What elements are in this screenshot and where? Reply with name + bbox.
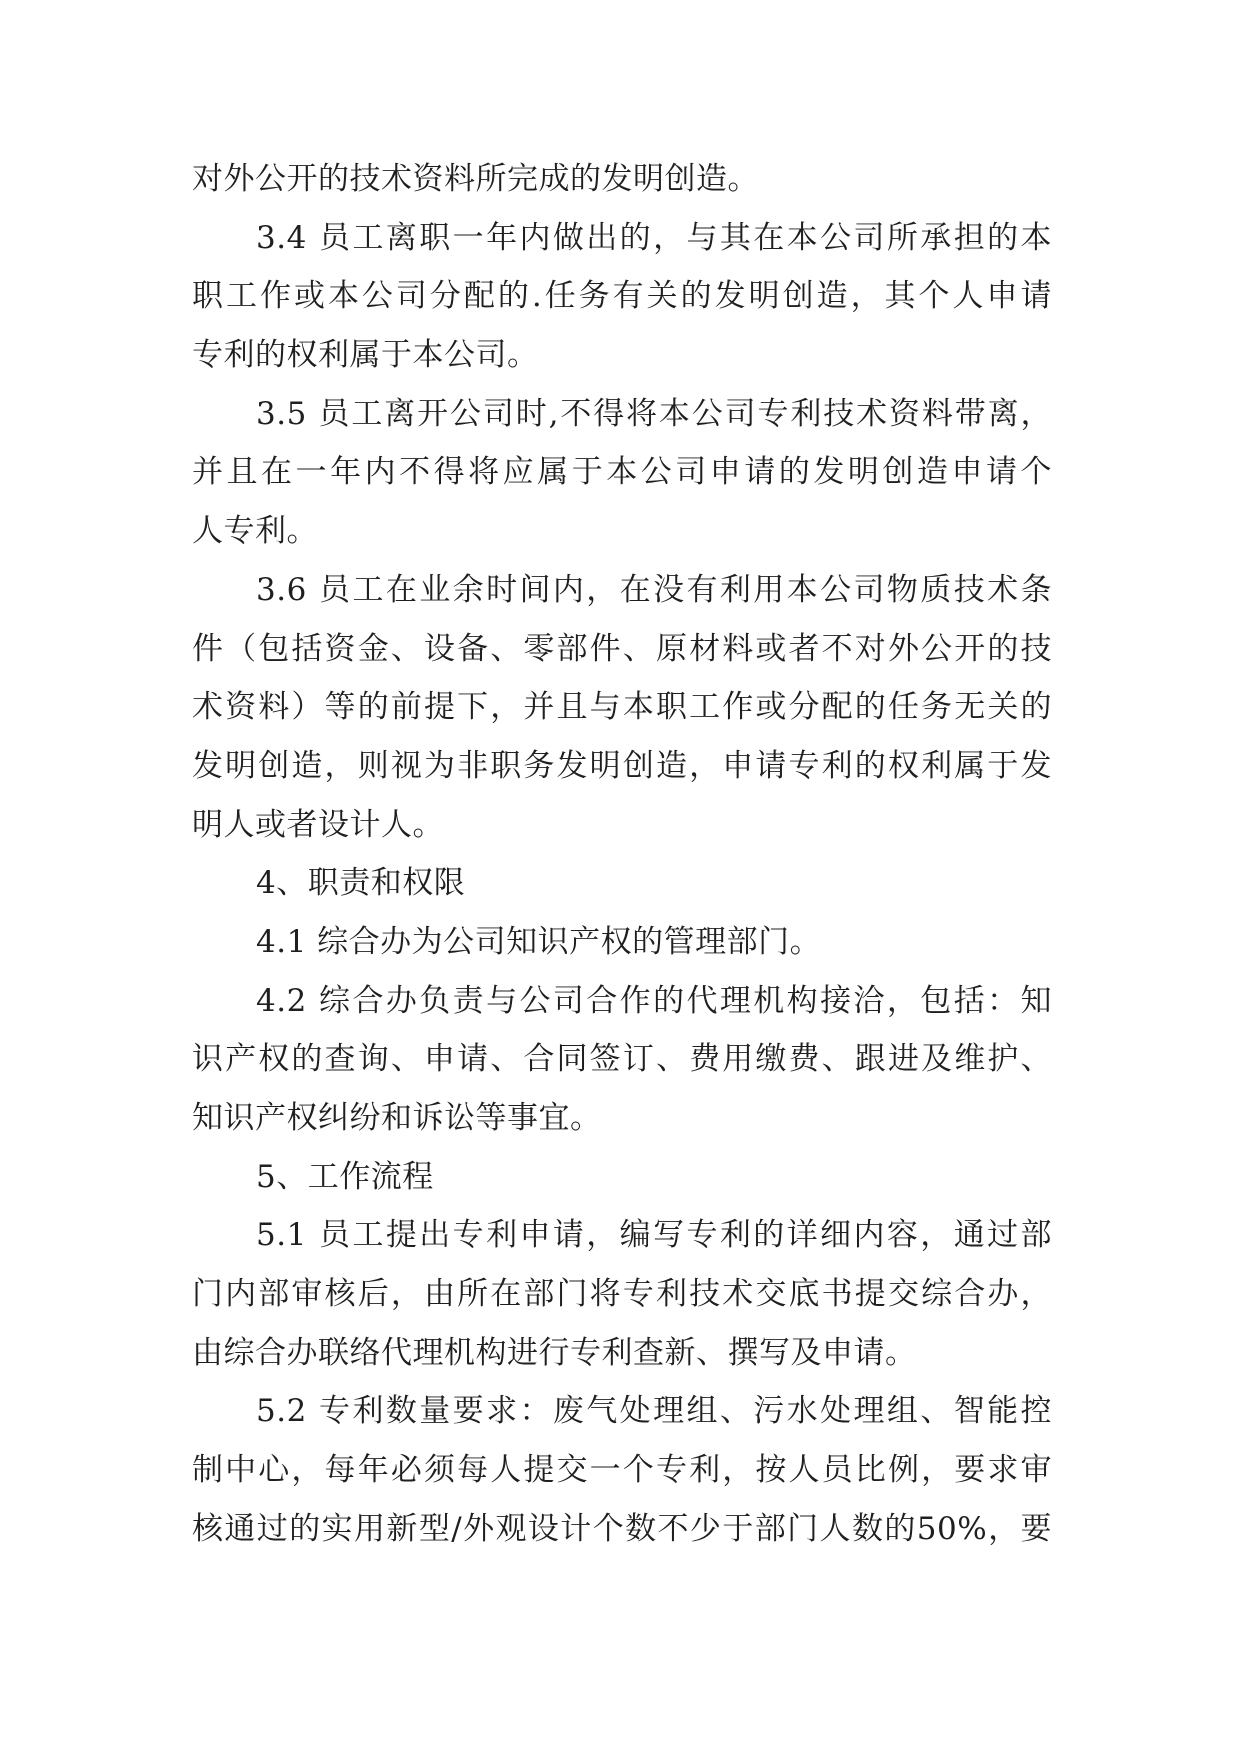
text-line: 人专利。 <box>192 513 318 550</box>
text-line: 发明创造，则视为非职务发明创造，申请专利的权利属于发 <box>192 747 1052 784</box>
paragraph-3-5-line: 3.5 员工离开公司时,不得将本公司专利技术资料带离， <box>256 395 1052 432</box>
document-body <box>192 150 1052 1559</box>
paragraph-5-2-line: 5.2 专利数量要求：废气处理组、污水处理组、智能控 <box>256 1393 1052 1430</box>
text-line: 明人或者设计人。 <box>192 806 444 843</box>
paragraph-3-6-line: 3.6 员工在业余时间内，在没有利用本公司物质技术条 <box>256 571 1052 608</box>
text-line: 由综合办联络代理机构进行专利查新、撰写及申请。 <box>192 1334 917 1371</box>
text-line: 对外公开的技术资料所完成的发明创造。 <box>192 161 759 197</box>
text-line: 并且在一年内不得将应属于本公司申请的发明创造申请个 <box>192 454 1052 491</box>
paragraph-5-1-line: 5.1 员工提出专利申请，编写专利的详细内容，通过部 <box>256 1217 1052 1254</box>
text-line: 门内部审核后，由所在部门将专利技术交底书提交综合办， <box>192 1276 1052 1313</box>
text-line: 知识产权纠纷和诉讼等事宜。 <box>192 1100 602 1136</box>
paragraph-4-2-line: 4.2 综合办负责与公司合作的代理机构接洽，包括：知 <box>256 982 1052 1019</box>
text-line: 件（包括资金、设备、零部件、原材料或者不对外公开的技 <box>192 630 1052 667</box>
paragraph-3-4-line: 3.4 员工离职一年内做出的，与其在本公司所承担的本 <box>256 219 1052 256</box>
text-line: 识产权的查询、申请、合同签订、费用缴费、跟进及维护、 <box>192 1041 1052 1078</box>
paragraph-4-1-line: 4.1 综合办为公司知识产权的管理部门。 <box>256 923 822 960</box>
section-heading-5: 5、工作流程 <box>256 1158 434 1195</box>
section-heading-4: 4、职责和权限 <box>256 865 466 902</box>
text-line: 术资料）等的前提下，并且与本职工作或分配的任务无关的 <box>192 689 1052 726</box>
text-line: 核通过的实用新型/外观设计个数不少于部门人数的50%，要 <box>192 1510 1052 1547</box>
text-line: 职工作或本公司分配的.任务有关的发明创造，其个人申请 <box>192 278 1052 315</box>
text-line: 制中心，每年必须每人提交一个专利，按人员比例，要求审 <box>192 1452 1052 1489</box>
text-line: 专利的权利属于本公司。 <box>192 337 539 374</box>
